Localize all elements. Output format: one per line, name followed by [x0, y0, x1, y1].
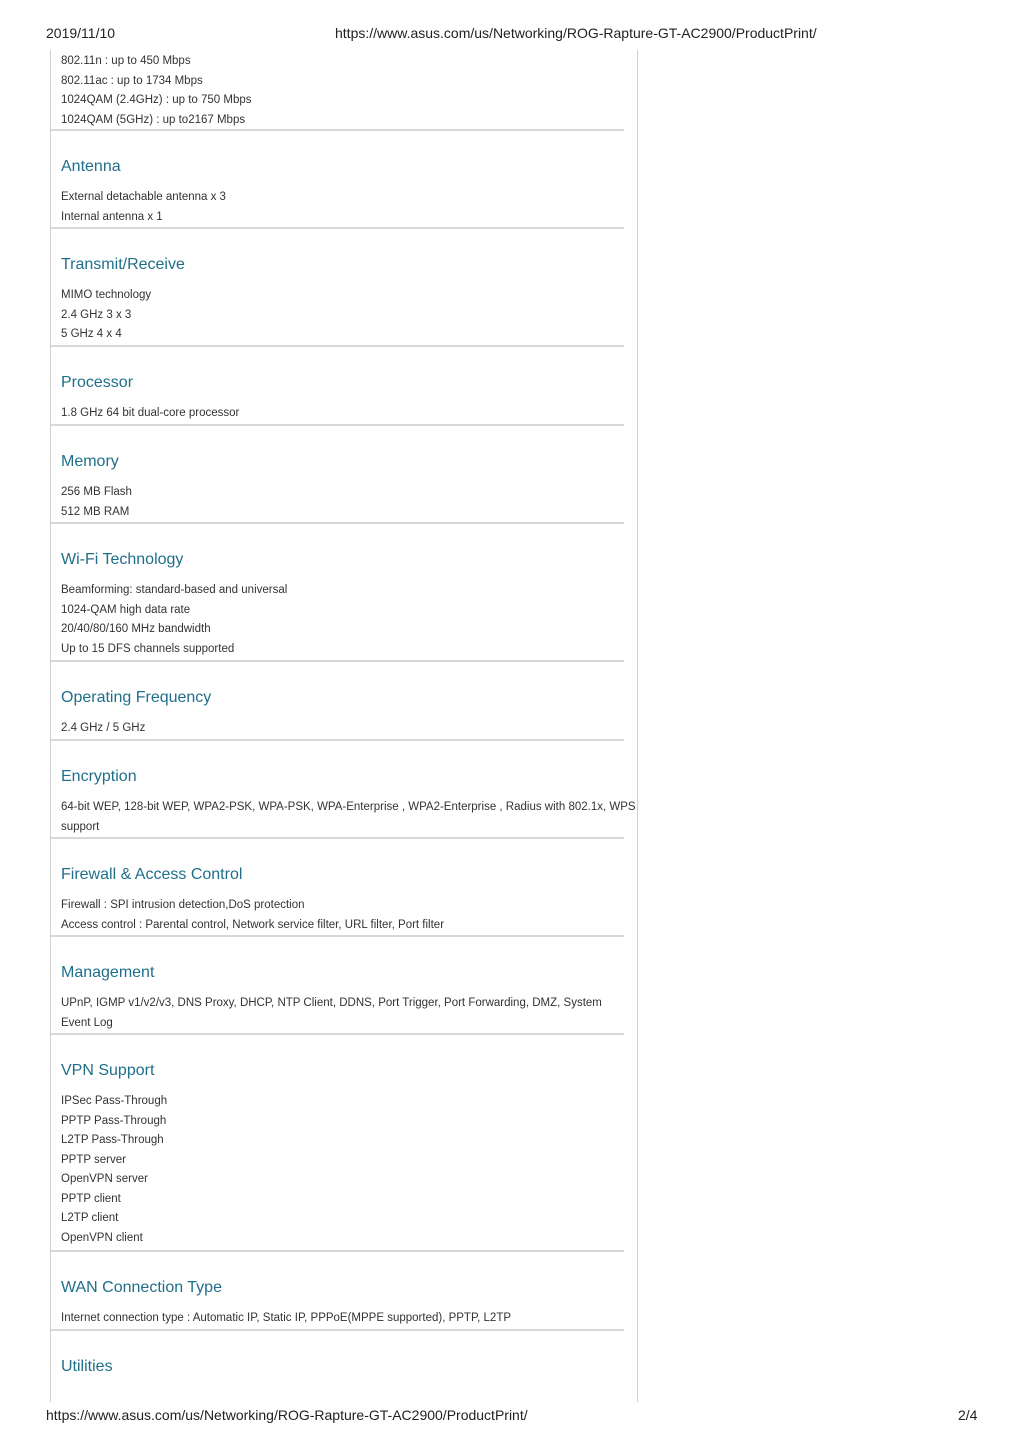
spec-section-title: Antenna — [61, 158, 121, 175]
spec-section — [51, 1250, 624, 1331]
spec-section — [51, 50, 624, 131]
spec-section — [51, 1329, 624, 1402]
spec-line: 64-bit WEP, 128-bit WEP, WPA2-PSK, WPA-PSK, WPA-Enterprise , WPA2-Enterprise , Radius with 802.1x, WPS — [61, 801, 636, 813]
spec-line: 2.4 GHz 3 x 3 — [61, 308, 132, 321]
spec-line: MIMO technology — [61, 289, 152, 301]
print-header-url: https://www.asus.com/us/Networking/ROG-Rapture-GT-AC2900/ProductPrint/ — [335, 25, 817, 41]
spec-line: L2TP Pass-Through — [61, 1134, 164, 1146]
spec-section-title: Memory — [61, 453, 119, 470]
spec-section — [51, 227, 624, 347]
spec-section-title: Operating Frequency — [61, 689, 212, 706]
spec-line: Internal antenna x 1 — [61, 210, 163, 223]
spec-line: support — [61, 820, 100, 833]
spec-line: Beamforming: standard-based and universal — [61, 584, 288, 596]
spec-line: PPTP client — [61, 1192, 121, 1205]
spec-line: OpenVPN client — [61, 1231, 143, 1244]
print-header-date: 2019/11/10 — [46, 25, 116, 41]
spec-section — [51, 739, 636, 839]
spec-section — [51, 129, 624, 229]
spec-section-title: Firewall & Access Control — [61, 866, 243, 883]
spec-line: 1024QAM (5GHz) : up to2167 Mbps — [61, 113, 246, 126]
spec-line: IPSec Pass-Through — [61, 1095, 168, 1107]
spec-line: UPnP, IGMP v1/v2/v3, DNS Proxy, DHCP, NTP Client, DDNS, Port Trigger, Port Forwarding, DMZ, System — [61, 997, 602, 1009]
spec-line: 1.8 GHz 64 bit dual-core processor — [61, 407, 240, 419]
spec-line: External detachable antenna x 3 — [61, 191, 226, 203]
spec-section — [51, 660, 624, 741]
print-footer-url: https://www.asus.com/us/Networking/ROG-Rapture-GT-AC2900/ProductPrint/ — [46, 1407, 528, 1423]
spec-section — [51, 1033, 624, 1252]
spec-section — [51, 522, 624, 662]
spec-section-title: Processor — [61, 374, 134, 391]
spec-line: 1024-QAM high data rate — [61, 603, 191, 616]
spec-line: 20/40/80/160 MHz bandwidth — [61, 623, 211, 635]
spec-line: 1024QAM (2.4GHz) : up to 750 Mbps — [61, 94, 252, 106]
spec-line: 5 GHz 4 x 4 — [61, 328, 122, 340]
spec-section — [51, 424, 624, 524]
spec-section-title: Wi-Fi Technology — [61, 551, 184, 568]
spec-line: 256 MB Flash — [61, 486, 132, 498]
spec-line: 2.4 GHz / 5 GHz — [61, 722, 146, 734]
spec-line: Access control : Parental control, Network service filter, URL filter, Port filter — [61, 918, 445, 931]
spec-section — [51, 837, 624, 937]
spec-line: OpenVPN server — [61, 1173, 148, 1185]
spec-section-title: Transmit/Receive — [61, 256, 185, 273]
spec-line: Internet connection type : Automatic IP, Static IP, PPPoE(MPPE supported), PPTP, L2TP — [61, 1312, 512, 1324]
spec-section-title: Utilities — [61, 1358, 113, 1375]
spec-line: PPTP Pass-Through — [61, 1114, 167, 1127]
spec-section — [51, 935, 624, 1035]
page-number: 2/4 — [958, 1407, 978, 1423]
spec-section-title: Management — [61, 964, 155, 981]
spec-line: L2TP client — [61, 1212, 119, 1224]
spec-line: PPTP server — [61, 1153, 126, 1166]
spec-section-title: WAN Connection Type — [61, 1279, 222, 1296]
spec-line: 802.11ac : up to 1734 Mbps — [61, 74, 203, 87]
spec-section — [51, 345, 624, 426]
spec-section-title: VPN Support — [61, 1062, 155, 1079]
spec-line: 802.11n : up to 450 Mbps — [61, 55, 191, 67]
spec-content — [50, 50, 638, 1402]
spec-section-title: Encryption — [61, 768, 137, 785]
spec-line: Firewall : SPI intrusion detection,DoS protection — [61, 899, 305, 911]
spec-line: Event Log — [61, 1016, 113, 1029]
spec-line: 512 MB RAM — [61, 505, 130, 518]
spec-line: Up to 15 DFS channels supported — [61, 642, 235, 655]
